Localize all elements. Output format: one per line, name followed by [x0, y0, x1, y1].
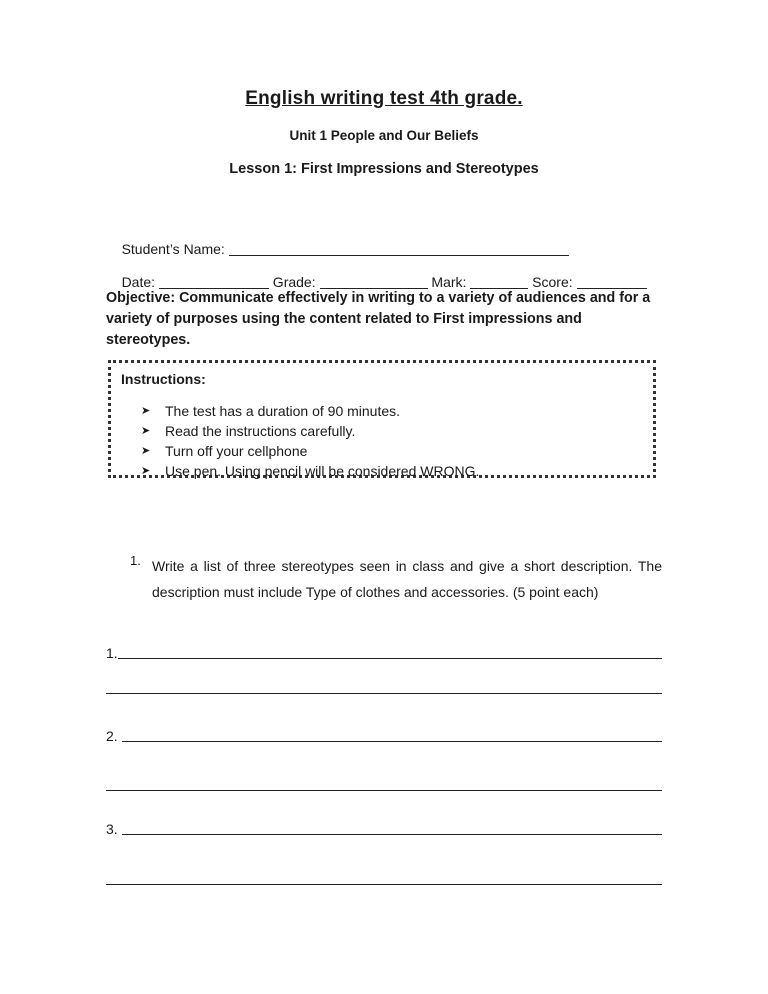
answer-3-label: 3. [106, 821, 122, 837]
question-text: Write a list of three stereotypes seen in class and give a short description. The description must include Type of clothes and accessories. (5 point each) [152, 558, 662, 600]
unit-heading: Unit 1 People and Our Beliefs [289, 128, 479, 143]
arrow-bullet-icon: ➤ [141, 425, 151, 437]
grade-label: Grade: [268, 274, 320, 290]
answer-2-label: 2. [106, 728, 122, 744]
instruction-item [141, 421, 479, 441]
date-label: Date: [121, 274, 159, 290]
answer-2-blank[interactable] [122, 727, 662, 742]
instruction-text: Turn off your cellphone [165, 443, 308, 459]
student-name-label: Student’s Name: [121, 241, 229, 257]
arrow-bullet-icon: ➤ [141, 445, 151, 457]
instructions-title: Instructions: [121, 371, 206, 387]
answer-3-continuation-line[interactable] [106, 884, 662, 885]
instruction-item [141, 461, 479, 481]
answer-1-label: 1. [106, 645, 118, 661]
arrow-bullet-icon: ➤ [141, 405, 151, 417]
instruction-item [141, 401, 479, 421]
answer-1-line[interactable] [106, 644, 662, 661]
arrow-bullet-icon: ➤ [141, 465, 151, 477]
student-name-blank[interactable] [229, 243, 569, 256]
answer-1-continuation-line[interactable] [106, 693, 662, 694]
lesson-heading: Lesson 1: First Impressions and Stereotypes [229, 161, 539, 177]
answer-2-continuation-line[interactable] [106, 790, 662, 791]
instruction-text: The test has a duration of 90 minutes. [165, 403, 401, 419]
instructions-box [108, 360, 656, 478]
instruction-text: Use pen. Using pencil will be considered WRONG. [165, 463, 480, 479]
instruction-item [141, 441, 479, 461]
answer-2-line[interactable] [106, 727, 662, 744]
score-label: Score: [528, 274, 577, 290]
answer-3-line[interactable] [106, 820, 662, 837]
answer-3-blank[interactable] [122, 820, 662, 835]
mark-label: Mark: [427, 274, 471, 290]
answer-1-blank[interactable] [118, 644, 662, 659]
instruction-text: Read the instructions carefully. [165, 423, 356, 439]
instructions-list [141, 401, 479, 481]
page-title: English writing test 4th grade. [245, 88, 523, 109]
question-number: 1. [130, 553, 141, 568]
objective-text: Objective: Communicate effectively in writing to a variety of audiences and for a variety of purposes using the content related to First impressions and stereotypes. [106, 290, 651, 348]
